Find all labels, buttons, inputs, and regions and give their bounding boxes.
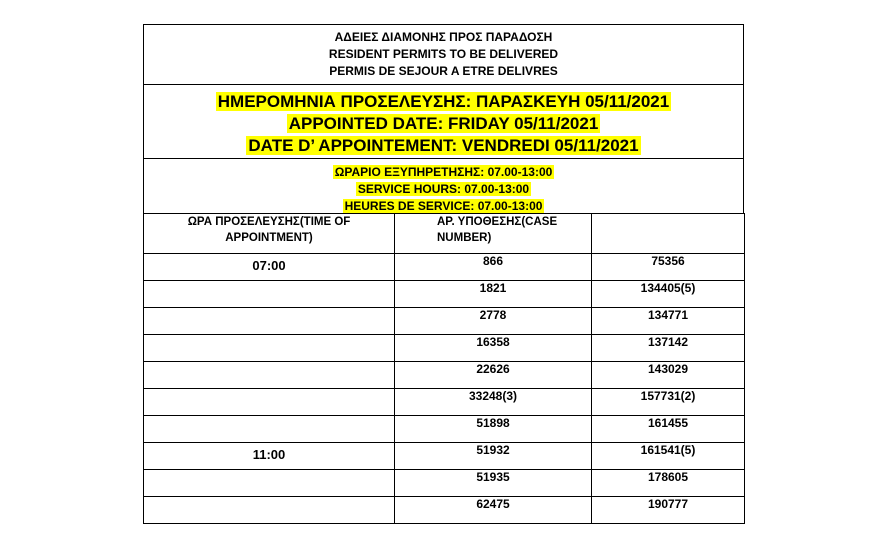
title-french: PERMIS DE SEJOUR A ETRE DELIVRES [329, 64, 558, 78]
case-number-column-header: ΑΡ. ΥΠΟΘΕΣΗΣ(CASE NUMBER) [395, 214, 592, 254]
case-number-cell: 51932 [395, 443, 592, 470]
appointment-date-english: APPOINTED DATE: FRIDAY 05/11/2021 [288, 114, 599, 133]
service-hours-english: SERVICE HOURS: 07.00-13:00 [357, 182, 530, 196]
time-column-header: ΩΡΑ ΠΡΟΣΕΛΕΥΣΗΣ(TIME OF APPOINTMENT) [144, 214, 395, 254]
case-number-cell: 190777 [592, 497, 745, 524]
case-number-cell: 134771 [592, 308, 745, 335]
appointment-time-cell [144, 281, 395, 308]
title-greek: ΑΔΕΙΕΣ ΔΙΑΜΟΝΗΣ ΠΡΟΣ ΠΑΡΑΔΟΣΗ [334, 30, 553, 44]
title-english: RESIDENT PERMITS TO BE DELIVERED [328, 47, 559, 61]
case-number-cell: 22626 [395, 362, 592, 389]
service-hours-box [143, 158, 744, 213]
case-number-cell: 51898 [395, 416, 592, 443]
appointment-time-cell: 07:00 [144, 254, 395, 281]
table-row [144, 470, 745, 497]
appointment-time-cell [144, 335, 395, 362]
table-row [144, 416, 745, 443]
appointment-time-cell [144, 497, 395, 524]
appointment-date-greek: ΗΜΕΡΟΜΗΝΙΑ ΠΡΟΣΕΛΕΥΣΗΣ: ΠΑΡΑΣΚΕΥΗ 05/11/2021 [217, 92, 670, 111]
appointment-time-cell [144, 362, 395, 389]
case-number-cell: 134405(5) [592, 281, 745, 308]
table-row [144, 389, 745, 416]
case-number-cell: 51935 [395, 470, 592, 497]
table-row [144, 281, 745, 308]
appointment-time-cell: 11:00 [144, 443, 395, 470]
appointment-time-cell [144, 470, 395, 497]
table-row [144, 497, 745, 524]
service-hours-french: HEURES DE SERVICE: 07.00-13:00 [344, 199, 543, 213]
appointment-time-cell [144, 416, 395, 443]
appointment-date-box [143, 84, 744, 158]
table-row [144, 254, 745, 281]
case-number-cell: 157731(2) [592, 389, 745, 416]
table-row [144, 443, 745, 470]
appointment-time-cell [144, 308, 395, 335]
case-number-cell: 161541(5) [592, 443, 745, 470]
case-number-cell: 75356 [592, 254, 745, 281]
case-number-cell: 2778 [395, 308, 592, 335]
case-number-cell: 866 [395, 254, 592, 281]
title-box [143, 24, 744, 84]
table-row [144, 308, 745, 335]
service-hours-greek: ΩΡΑΡΙΟ ΕΞΥΠΗΡΕΤΗΣΗΣ: 07.00-13:00 [334, 165, 553, 179]
extra-column-header [592, 214, 745, 254]
table-row [144, 362, 745, 389]
document-page [143, 24, 744, 524]
table-header-row [144, 214, 745, 254]
case-number-cell: 143029 [592, 362, 745, 389]
appointment-date-french: DATE D’ APPOINTEMENT: VENDREDI 05/11/2021 [248, 136, 639, 155]
case-number-cell: 1821 [395, 281, 592, 308]
table-row [144, 335, 745, 362]
case-number-cell: 178605 [592, 470, 745, 497]
case-number-cell: 62475 [395, 497, 592, 524]
case-number-cell: 16358 [395, 335, 592, 362]
case-number-cell: 33248(3) [395, 389, 592, 416]
appointment-time-cell [144, 389, 395, 416]
case-number-cell: 161455 [592, 416, 745, 443]
case-number-cell: 137142 [592, 335, 745, 362]
permits-table [143, 213, 745, 524]
